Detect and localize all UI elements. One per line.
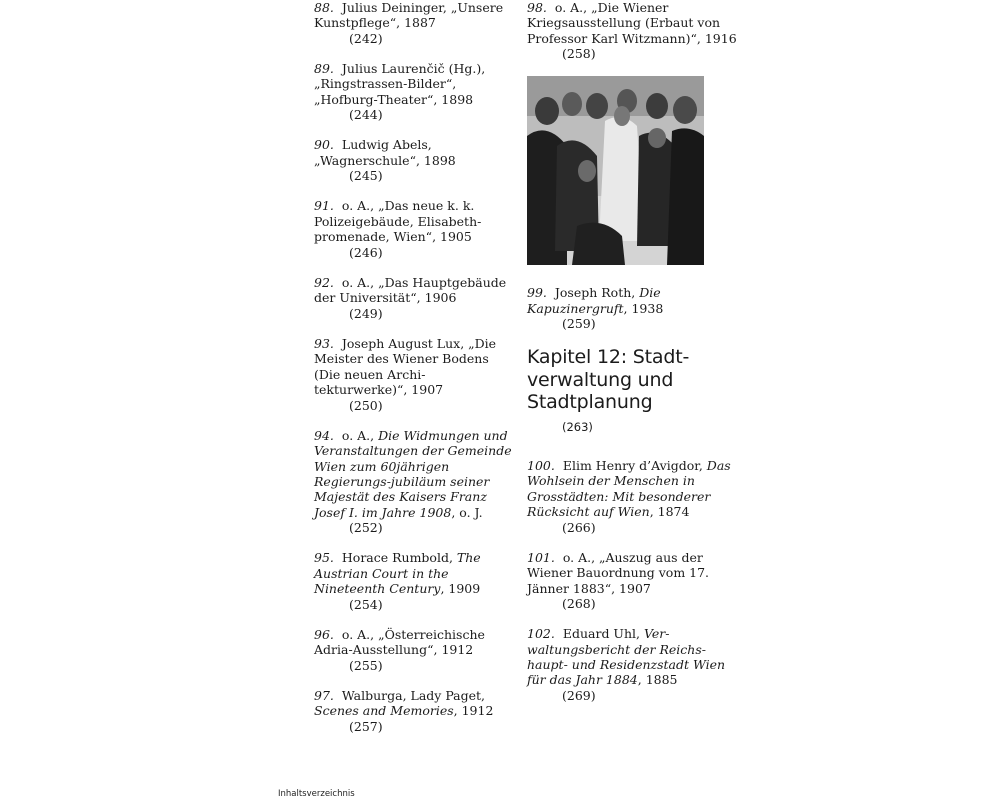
- entry-number: 91.: [314, 198, 334, 214]
- entry-text: Julius Laurenčič (Hg.), „Ringstrassen-Bilder“, „Hofburg-Theater“, 1898: [314, 61, 486, 107]
- entry-text: Joseph Roth,: [554, 285, 640, 301]
- entry-item: [314, 0, 514, 46]
- entry-title-italic: Scenes and Memories: [314, 703, 454, 719]
- entry-text: Elim Henry d’Avigdor,: [562, 457, 707, 473]
- chapter-page-number: (263): [562, 419, 593, 434]
- entry-text: o. A., „Österreichische Adria-Ausstellung“, 1912: [314, 626, 485, 658]
- entry-text: o. A., „Das neue k. k. Polizeigebäude, Elisabeth-promenade, Wien“, 1905: [314, 198, 482, 245]
- entry-title-italic: The Austrian Court in the Nineteenth Century: [314, 550, 481, 597]
- entry-number: 101.: [527, 549, 555, 565]
- entry-page-number: (250): [349, 397, 383, 413]
- entry-text: Joseph August Lux, „Die Meister des Wiener Bodens (Die neuen Archi-tekturwerke)“, 1907: [314, 335, 497, 398]
- footer-label: Inhaltsverzeichnis: [278, 789, 355, 799]
- entry-text: Julius Deininger, „Unsere Kunstpflege“, 1887: [314, 0, 504, 31]
- entry-number: 92.: [314, 274, 334, 290]
- entry-item: [314, 336, 514, 413]
- entry-number: 97.: [314, 687, 334, 703]
- entry-text: , 1874: [649, 504, 690, 520]
- entry-page-number: (246): [349, 244, 383, 260]
- left-column: [314, 0, 514, 749]
- entry-number: 90.: [314, 137, 334, 153]
- entry-page-number: (259): [562, 316, 596, 332]
- right-column: [527, 0, 737, 718]
- entry-item: [527, 458, 737, 535]
- entry-item: [527, 0, 737, 62]
- entry-number: 94.: [314, 427, 334, 443]
- entry-title-italic: Die Kapuzinergruft: [527, 285, 661, 316]
- entry-page-number: (242): [349, 30, 383, 46]
- entry-item: [314, 275, 514, 321]
- entry-item: [527, 550, 737, 612]
- entry-group-top: [527, 0, 737, 62]
- entry-item: [314, 198, 514, 260]
- entry-page-number: (252): [349, 520, 383, 536]
- entry-text: , 1912: [453, 703, 494, 719]
- entry-text: o. A., „Auszug aus der Wiener Bauordnung vom 17. Jänner 1883“, 1907: [527, 549, 710, 596]
- entry-text: Eduard Uhl,: [562, 626, 644, 642]
- entry-text: , 1909: [440, 581, 481, 597]
- entry-text: , 1938: [623, 300, 664, 316]
- entry-title-italic: Das Wohlsein der Menschen in Grosstädten: Mit besonderer Rücksicht auf Wien: [527, 457, 731, 520]
- entry-number: 96.: [314, 626, 334, 642]
- entry-number: 99.: [527, 285, 547, 301]
- entry-text: o. A., „Das Hauptgebäude der Universität“, 1906: [314, 274, 507, 306]
- entry-page-number: (245): [349, 168, 383, 184]
- entry-item: [314, 137, 514, 183]
- entry-number: 102.: [527, 626, 555, 642]
- entry-text: o. A., „Die Wiener Kriegsausstellung (Erbaut von Professor Karl Witzmann)“, 1916: [527, 0, 737, 46]
- entry-text: Walburga, Lady Paget,: [341, 687, 486, 703]
- entry-number: 95.: [314, 550, 334, 566]
- chapter-heading: Kapitel 12: Stadt-verwaltung und Stadtplanung: [527, 346, 690, 414]
- entry-item: [314, 61, 514, 123]
- entry-page-number: (258): [562, 46, 596, 62]
- entry-page-number: (268): [562, 595, 596, 611]
- entry-page-number: (249): [349, 305, 383, 321]
- entry-number: 88.: [314, 0, 334, 15]
- entry-item: [527, 626, 737, 703]
- entry-text: , 1885: [637, 672, 678, 688]
- entry-item: [314, 550, 514, 612]
- entry-item: [314, 428, 514, 536]
- entry-page-number: (257): [349, 718, 383, 734]
- entry-page-number: (266): [562, 519, 596, 535]
- entry-number: 89.: [314, 61, 334, 77]
- entry-number: 93.: [314, 335, 334, 351]
- entry-text: Ludwig Abels, „Wagnerschule“, 1898: [314, 137, 456, 168]
- entry-item: [314, 688, 514, 734]
- entry-text: o. A.,: [341, 427, 379, 443]
- entry-item: [314, 627, 514, 673]
- entry-page-number: (269): [562, 687, 596, 703]
- entry-text: , o. J.: [451, 504, 483, 520]
- entry-item: [527, 285, 737, 331]
- entry-number: 100.: [527, 457, 555, 473]
- entry-number: 98.: [527, 0, 547, 15]
- entry-title-italic: Ver-waltungsbericht der Reichs-haupt- und Residenzstadt Wien für das Jahr 1884: [527, 626, 726, 688]
- entry-page-number: (255): [349, 657, 383, 673]
- entry-page-number: (244): [349, 107, 383, 123]
- entry-text: Horace Rumbold,: [341, 550, 457, 566]
- entry-group-mid: [527, 285, 737, 331]
- entry-title-italic: Die Widmungen und Veranstaltungen der Gemeinde Wien zum 60jährigen Regierungs-jubiläum seiner Majestät des Kaisers Franz Josef I. im Jahre 1908: [314, 427, 512, 520]
- historical-photo: [527, 76, 704, 265]
- entry-page-number: (254): [349, 596, 383, 612]
- crowd-photo-illustration: [527, 76, 704, 265]
- entry-group-bottom: [527, 458, 737, 703]
